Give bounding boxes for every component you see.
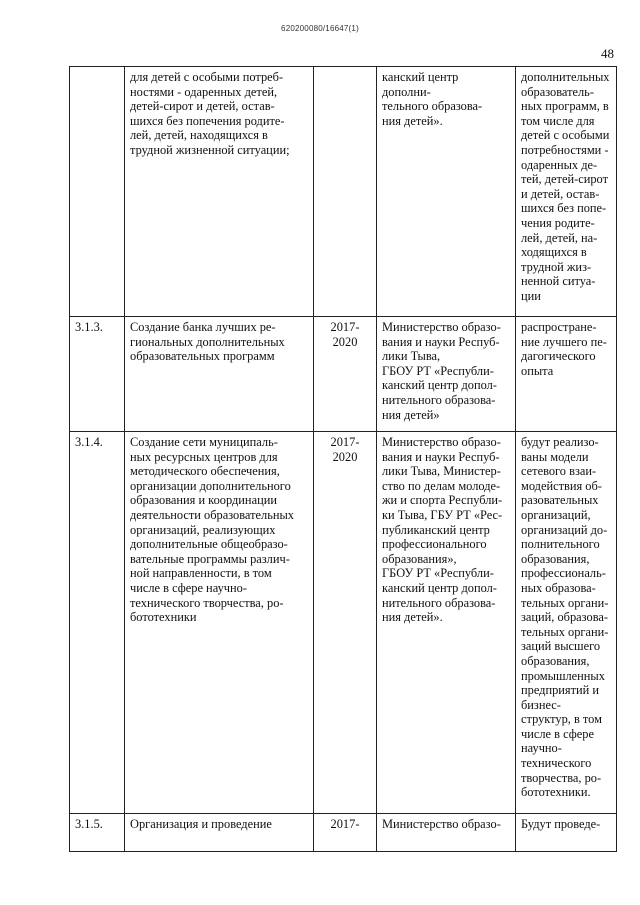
program-measures-table xyxy=(69,66,617,852)
expected-result: Будут проведе- xyxy=(521,817,601,831)
row-number: 3.1.4. xyxy=(75,435,103,449)
table-row xyxy=(70,317,617,432)
period-cell xyxy=(314,432,377,814)
measure-name-cell xyxy=(125,67,314,317)
measure-name-cell xyxy=(125,432,314,814)
row-number-cell xyxy=(70,432,125,814)
measure-name: Организация и проведение xyxy=(130,817,272,831)
result-cell xyxy=(516,432,617,814)
expected-result: дополнительных образователь- ных программ, в том числе для детей с особыми потребностями - одаренных де- тей, детей-сирот и детей, остав- шихся без попе- чения родите- лей, детей, на- ходящихся в трудной жиз- ненной ситуа- ции xyxy=(521,70,610,303)
period-cell xyxy=(314,814,377,852)
period: 2017- 2020 xyxy=(330,435,360,464)
executor: Министерство образо- вания и науки Респуб- лики Тыва, ГБОУ РТ «Республи- канский центр допол- нительного образова- ния детей» xyxy=(382,320,501,422)
measure-name-cell xyxy=(125,814,314,852)
result-cell xyxy=(516,317,617,432)
row-number: 3.1.5. xyxy=(75,817,103,831)
table-row xyxy=(70,814,617,852)
page-number: 48 xyxy=(601,46,614,61)
row-number-cell xyxy=(70,814,125,852)
executor: Министерство образо- xyxy=(382,817,501,831)
period: 2017- xyxy=(330,817,360,831)
measure-name: Создание банка лучших ре- гиональных дополнительных образовательных программ xyxy=(130,320,285,364)
executor-cell xyxy=(377,432,516,814)
result-cell xyxy=(516,67,617,317)
measure-name-cell xyxy=(125,317,314,432)
document-id: 620200080/16647(1) xyxy=(281,24,359,33)
executor-cell xyxy=(377,317,516,432)
period: 2017- 2020 xyxy=(330,320,360,349)
result-cell xyxy=(516,814,617,852)
expected-result: будут реализо- ваны модели сетевого взаи- модействия об- разовательных организаций, организаций до- полнительного образования, профессиональ- ных образова- тельных органи- заций, образова- тельных органи- заций высшего образования, промышленных предприятий и бизнес- структур, в том числе в сфере научно- технического творчества, ро- бототехники. xyxy=(521,435,609,800)
expected-result: распростране- ние лучшего пе- дагогического опыта xyxy=(521,320,607,378)
executor-cell xyxy=(377,814,516,852)
row-number-cell xyxy=(70,317,125,432)
row-number: 3.1.3. xyxy=(75,320,103,334)
table-row xyxy=(70,67,617,317)
executor: Министерство образо- вания и науки Респуб- лики Тыва, Министер- ство по делам молоде- жи и спорта Республи- ки Тыва, ГБУ РТ «Рес- публиканский центр профессионального образования», ГБОУ РТ «Республи- канский центр допол- нительного образова- ния детей». xyxy=(382,435,503,625)
measure-name: для детей с особыми потреб- ностями - одаренных детей, детей-сирот и детей, остав- шихся без попечения родите- лей, детей, находящихся в трудной жизненной ситуации; xyxy=(130,70,290,157)
row-number-cell xyxy=(70,67,125,317)
period-cell xyxy=(314,67,377,317)
table-row xyxy=(70,432,617,814)
executor-cell xyxy=(377,67,516,317)
measure-name: Создание сети муниципаль- ных ресурсных центров для методического обеспечения, организации дополнительного образования и координации деятельности образовательных организаций, реализующих дополнительные общеобразо- вательные программы различ- ной направленности, в том числе в сфере научно- технического творчества, ро- бототехники xyxy=(130,435,295,625)
executor: канский центр дополни- тельного образова- ния детей». xyxy=(382,70,483,128)
period-cell xyxy=(314,317,377,432)
